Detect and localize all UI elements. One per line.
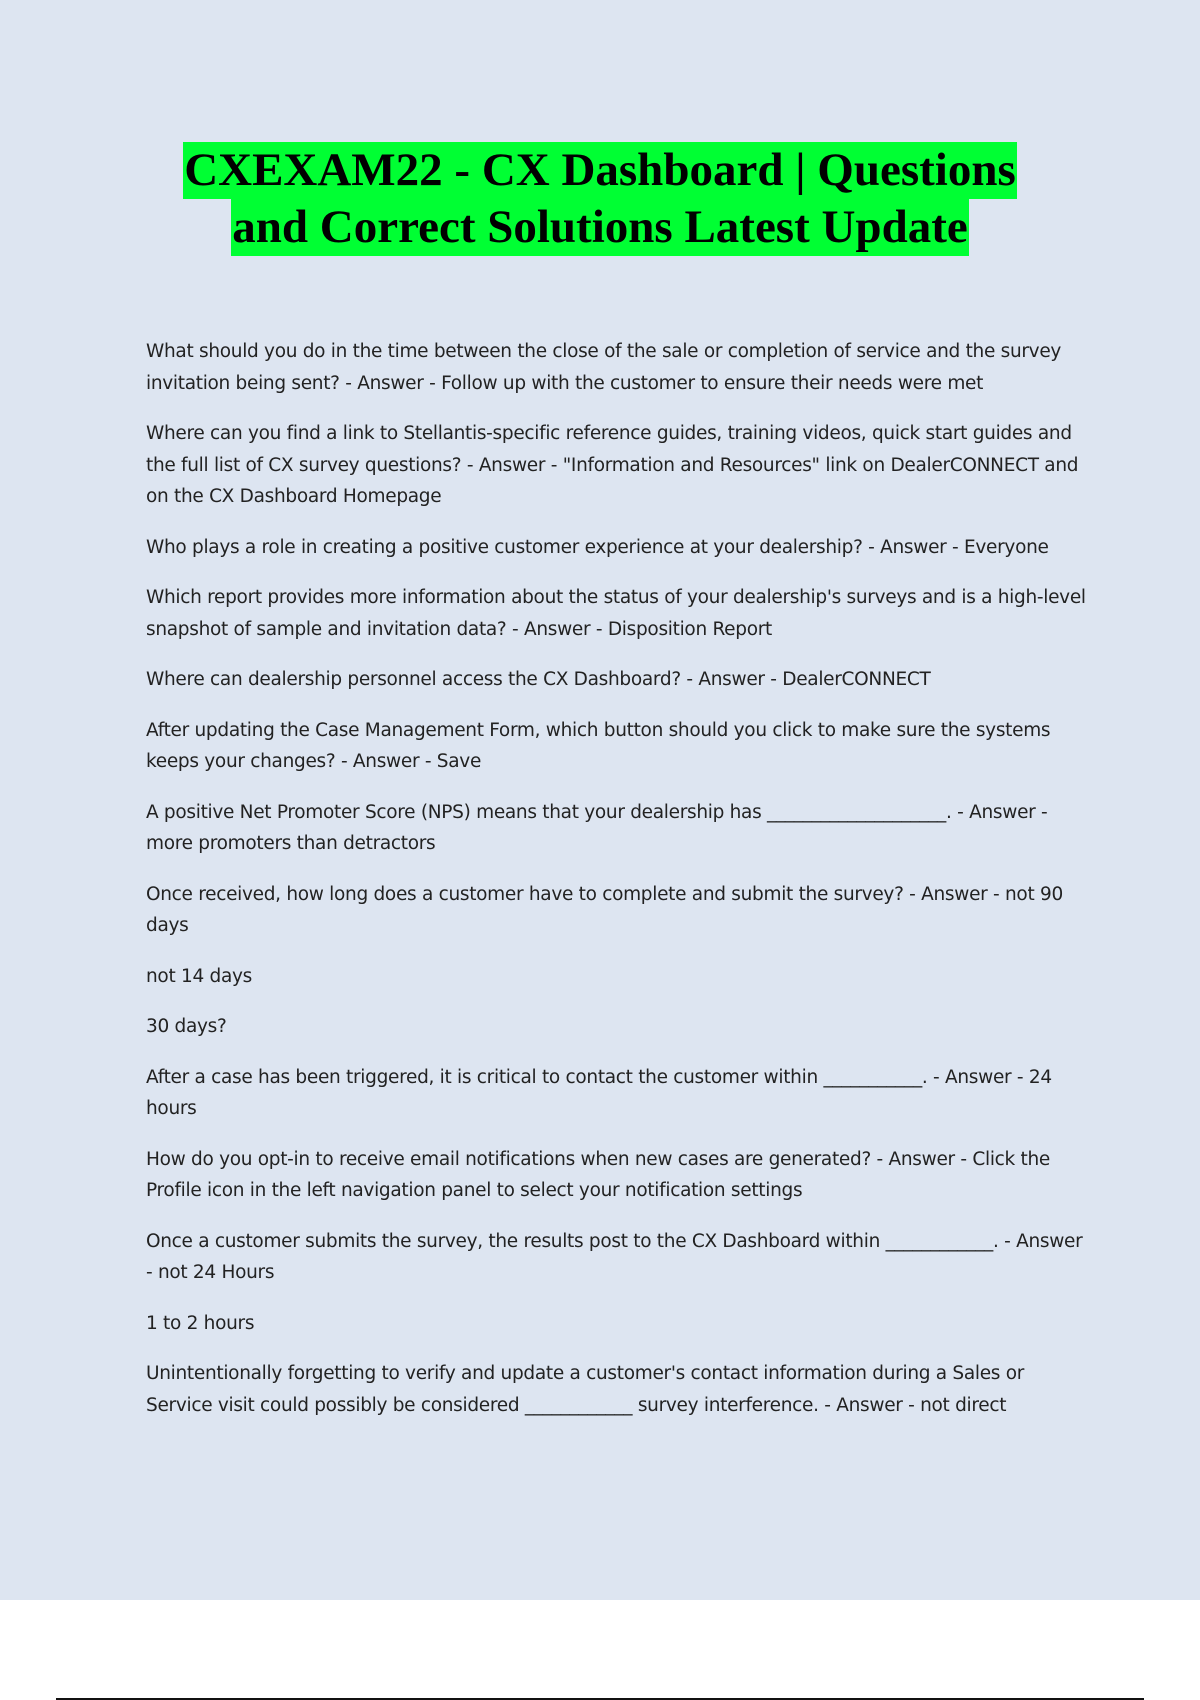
qa-paragraph: What should you do in the time between the close of the sale or completion of service and the survey invitation being sent? - Answer - Follow up with the customer to ensure their needs were met xyxy=(146,341,1062,394)
qa-paragraph: 1 to 2 hours xyxy=(146,1312,255,1334)
qa-paragraph: 30 days? xyxy=(146,1016,227,1037)
qa-paragraph: After updating the Case Management Form, which button should you click to make sure the systems keeps your changes? - Answer - Save xyxy=(146,719,1051,772)
qa-paragraph: Once received, how long does a customer have to complete and submit the survey? - Answer - not 90 days xyxy=(146,883,1063,936)
document-title xyxy=(0,142,1200,256)
qa-paragraph: Who plays a role in creating a positive customer experience at your dealership? - Answer - Everyone xyxy=(146,536,1049,558)
qa-paragraph: Where can you find a link to Stellantis-specific reference guides, training videos, quick start guides and the full list of CX survey questions? - Answer - "Information and Resources" link on DealerCONNECT and on the CX Dashboard Homepage xyxy=(146,423,1079,507)
qa-paragraph: Which report provides more information about the status of your dealership's surveys and is a high-level snapshot of sample and invitation data? - Answer - Disposition Report xyxy=(146,587,1086,640)
qa-paragraph: A positive Net Promoter Score (NPS) means that your dealership has ____________________. - Answer - more promoters than detractors xyxy=(146,801,1048,854)
qa-paragraph: Where can dealership personnel access the CX Dashboard? - Answer - DealerCONNECT xyxy=(146,669,931,690)
title-line-1: CXEXAM22 - CX Dashboard | Questions xyxy=(183,142,1017,199)
qa-paragraph: After a case has been triggered, it is critical to contact the customer within ___________. - Answer - 24 hours xyxy=(146,1066,1052,1119)
qa-content xyxy=(146,336,1086,1440)
title-line-2: and Correct Solutions Latest Update xyxy=(231,199,968,256)
qa-paragraph: not 14 days xyxy=(146,965,252,987)
qa-paragraph: Unintentionally forgetting to verify and update a customer's contact information during a Sales or Service visit could possibly be considered ____________ survey interference. - Answer - not direct xyxy=(146,1363,1025,1416)
qa-paragraph: Once a customer submits the survey, the results post to the CX Dashboard within ____________. - Answer - not 24 Hours xyxy=(146,1230,1083,1283)
qa-paragraph: How do you opt-in to receive email notifications when new cases are generated? - Answer - Click the Profile icon in the left navigation panel to select your notification settings xyxy=(146,1148,1051,1201)
